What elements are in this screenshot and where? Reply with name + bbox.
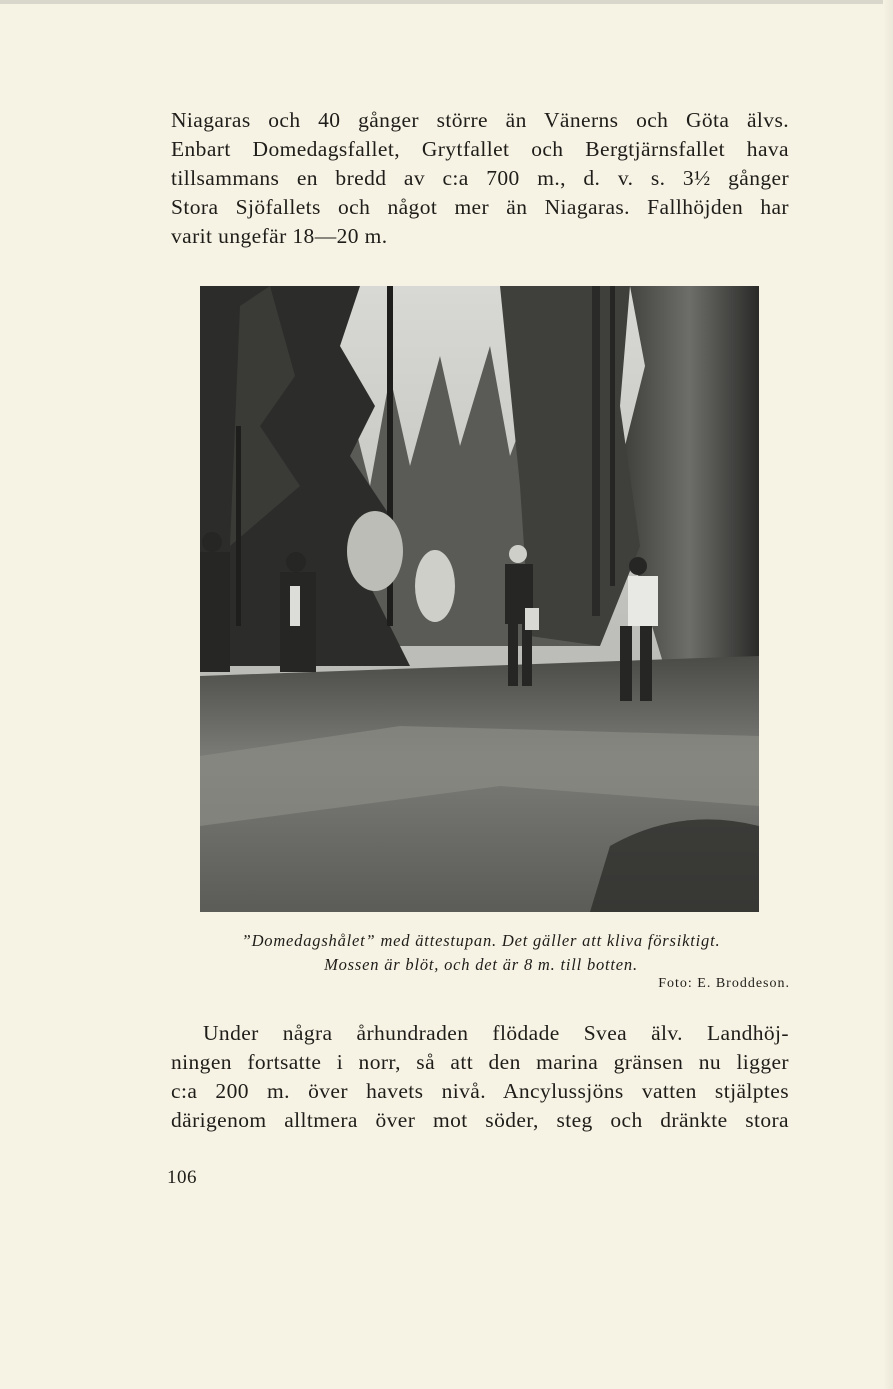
text-line: därigenom alltmera över mot söder, steg och dränkte stora: [171, 1108, 789, 1132]
text-line: varit ungefär 18—20 m.: [171, 224, 388, 248]
page-number: 106: [167, 1167, 197, 1188]
body-paragraph-2: [171, 1019, 789, 1135]
forest-photo-image: [200, 286, 759, 912]
forest-photograph: [200, 286, 759, 912]
text-line: ningen fortsatte i norr, så att den marina gränsen nu ligger: [171, 1050, 789, 1074]
text-line: Niagaras och 40 gånger större än Vänerns och Göta älvs.: [171, 108, 789, 132]
photo-credit: Foto: E. Broddeson.: [658, 976, 790, 991]
photo-caption-line-2: Mossen är blöt, och det är 8 m. till botten.: [324, 955, 638, 974]
photo-caption-line-1: ”Domedagshålet” med ättestupan. Det gäller att kliva försiktigt.: [241, 931, 721, 950]
text-line: Under några århundraden flödade Svea älv. Landhöj-: [203, 1021, 789, 1045]
body-paragraph-1: [171, 106, 789, 251]
text-line: Stora Sjöfallets och något mer än Niagaras. Fallhöjden har: [171, 195, 789, 219]
page-edge-shadow: [883, 0, 893, 1389]
page-edge: [0, 0, 893, 4]
text-line: Enbart Domedagsfallet, Grytfallet och Bergtjärnsfallet hava: [171, 137, 789, 161]
text-line: tillsammans en bredd av c:a 700 m., d. v. s. 3½ gånger: [171, 166, 789, 190]
text-line: c:a 200 m. över havets nivå. Ancylussjöns vatten stjälptes: [171, 1079, 789, 1103]
